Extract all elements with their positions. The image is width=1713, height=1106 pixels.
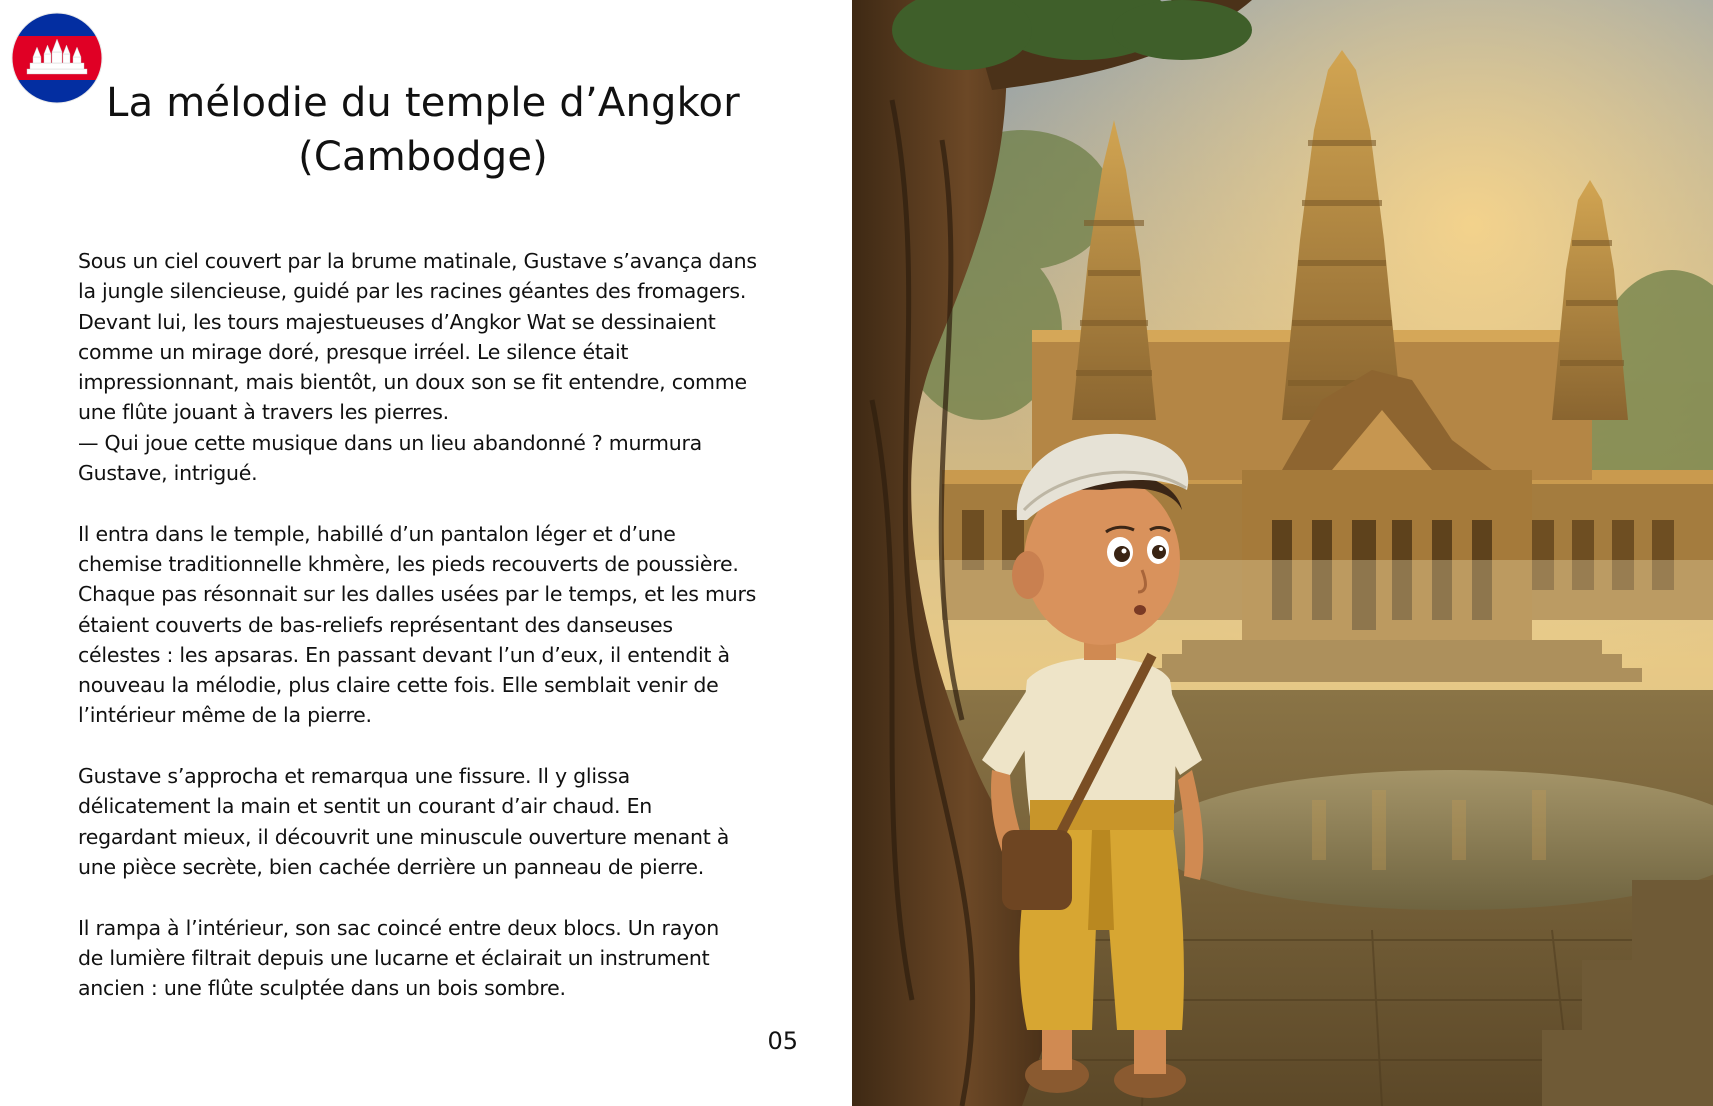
title-line-1: La mélodie du temple d’Angkor xyxy=(106,80,740,126)
text-line: chemise traditionnelle khmère, les pieds recouverts de poussière. xyxy=(78,551,739,576)
angkor-wat-boy-illustration xyxy=(852,0,1713,1106)
text-line: Gustave s’approcha et remarqua une fissure. Il y glissa xyxy=(78,764,630,789)
story-paragraph xyxy=(78,246,778,488)
text-line: regardant mieux, il découvrit une minuscule ouverture menant à xyxy=(78,824,730,849)
text-line: délicatement la main et sentit un courant d’air chaud. En xyxy=(78,794,653,819)
text-line: Gustave, intrigué. xyxy=(78,461,258,486)
text-line: ancien : une flûte sculptée dans un bois sombre. xyxy=(78,976,566,1001)
text-line: étaient couverts de bas-reliefs représentant des danseuses xyxy=(78,612,673,637)
story-paragraph xyxy=(78,519,778,731)
text-line: Il entra dans le temple, habillé d’un pantalon léger et d’une xyxy=(78,521,676,546)
text-line: Il rampa à l’intérieur, son sac coincé entre deux blocs. Un rayon xyxy=(78,915,719,940)
text-line: Chaque pas résonnait sur les dalles usées par le temps, et les murs xyxy=(78,582,757,607)
text-line: de lumière filtrait depuis une lucarne et éclairait un instrument xyxy=(78,945,710,970)
dialogue-line: — Qui joue cette musique dans un lieu abandonné ? murmura xyxy=(78,430,702,455)
text-line: la jungle silencieuse, guidé par les racines géantes des fromagers. xyxy=(78,279,747,304)
text-line: nouveau la mélodie, plus claire cette fois. Elle semblait venir de xyxy=(78,673,719,698)
text-line: l’intérieur même de la pierre. xyxy=(78,703,372,728)
text-line: impressionnant, mais bientôt, un doux son se fit entendre, comme xyxy=(78,370,747,395)
text-line: une flûte jouant à travers les pierres. xyxy=(78,400,449,425)
story-paragraph xyxy=(78,761,778,882)
page-title xyxy=(60,76,786,184)
text-line: Sous un ciel couvert par la brume matinale, Gustave s’avança dans xyxy=(78,249,757,273)
illustration-canvas xyxy=(852,0,1713,1106)
title-line-2: (Cambodge) xyxy=(298,134,548,180)
page-number: 05 xyxy=(767,1027,798,1055)
flag-blue-top xyxy=(11,12,103,36)
text-line: une pièce secrète, bien cachée derrière un panneau de pierre. xyxy=(78,854,705,879)
text-page xyxy=(0,0,852,1106)
text-line: Devant lui, les tours majestueuses d’Angkor Wat se dessinaient xyxy=(78,309,716,334)
text-line: célestes : les apsaras. En passant devant l’un d’eux, il entendit à xyxy=(78,642,730,667)
story-paragraph xyxy=(78,913,778,1004)
mist xyxy=(852,560,1713,700)
story-text xyxy=(78,246,778,1034)
text-line: comme un mirage doré, presque irréel. Le silence était xyxy=(78,339,629,364)
